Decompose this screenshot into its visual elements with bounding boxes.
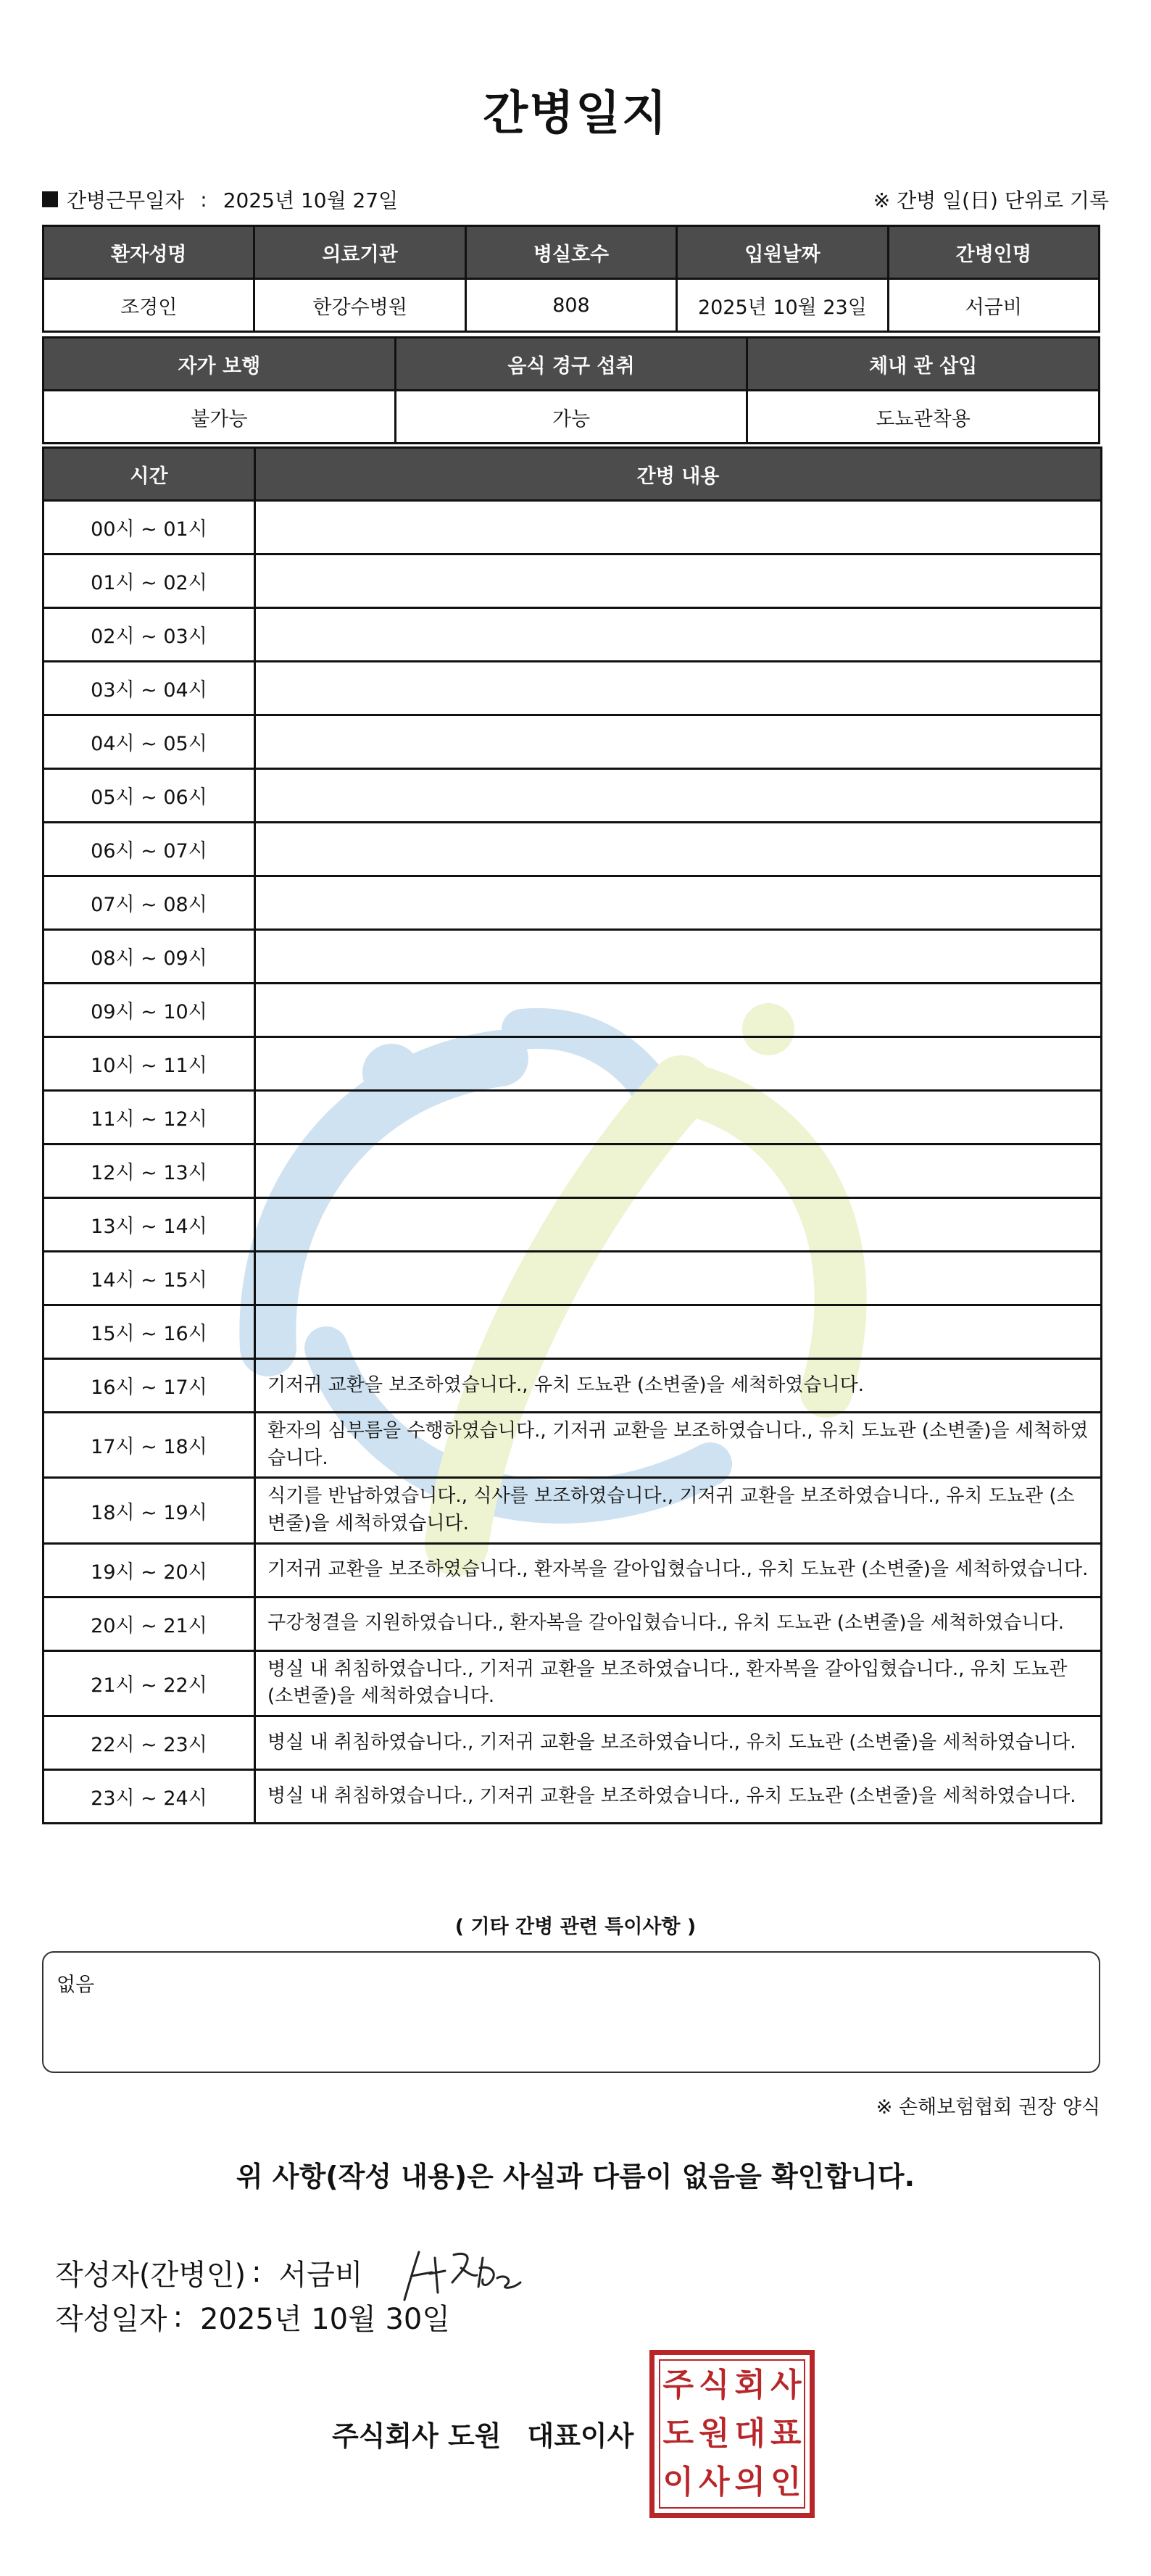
log-row [43, 1413, 1102, 1478]
log-time-cell: 19시 ~ 20시 [43, 1543, 255, 1597]
log-time-cell: 03시 ~ 04시 [43, 662, 255, 715]
seal-characters [659, 2359, 805, 2509]
log-time-cell: 23시 ~ 24시 [43, 1770, 255, 1824]
patient-name: 조경인 [43, 279, 254, 332]
log-time-cell: 06시 ~ 07시 [43, 823, 255, 876]
form-note: ※ 손해보험협회 권장 양식 [876, 2096, 1100, 2119]
log-header-row [43, 448, 1102, 501]
log-content-cell: 환자의 심부름을 수행하였습니다., 기저귀 교환을 보조하였습니다., 유치 도뇨관 (소변줄)을 세척하였습니다. [255, 1413, 1102, 1478]
log-time-cell: 01시 ~ 02시 [43, 554, 255, 608]
log-row [43, 823, 1102, 876]
seal-character: 대 [734, 2414, 765, 2452]
log-content-cell [255, 1037, 1102, 1091]
patient-info-table [42, 225, 1100, 333]
document-title: 간병일지 [483, 87, 668, 141]
header-room: 병실호수 [465, 226, 676, 279]
log-row [43, 1091, 1102, 1144]
care-log-table [42, 446, 1102, 1824]
log-content-cell [255, 823, 1102, 876]
patient-status-table [42, 336, 1100, 444]
log-content-cell: 병실 내 취침하였습니다., 기저귀 교환을 보조하였습니다., 환자복을 갈아입혔습니다., 유치 도뇨관 (소변줄)을 세척하였습니다. [255, 1650, 1102, 1716]
log-time-cell: 17시 ~ 18시 [43, 1413, 255, 1478]
log-content-cell [255, 501, 1102, 554]
work-date-label: 간병근무일자 [67, 188, 185, 212]
log-row [43, 876, 1102, 930]
log-content-cell [255, 876, 1102, 930]
status-header-row [43, 338, 1100, 391]
seal-character: 원 [698, 2414, 730, 2452]
seal-character: 사 [698, 2464, 730, 2501]
seal-character: 이 [662, 2464, 694, 2501]
log-time-cell: 13시 ~ 14시 [43, 1198, 255, 1252]
log-time-cell: 09시 ~ 10시 [43, 984, 255, 1037]
seal-character: 표 [770, 2414, 802, 2452]
log-row [43, 769, 1102, 823]
patient-header-row [43, 226, 1100, 279]
seal-character: 식 [698, 2366, 730, 2403]
header-patient-name: 환자성명 [43, 226, 254, 279]
colon-separator: : [200, 187, 207, 212]
log-content-cell [255, 662, 1102, 715]
log-content-cell [255, 554, 1102, 608]
log-row [43, 1650, 1102, 1716]
hospital-name: 한강수병원 [254, 279, 465, 332]
log-time-cell: 21시 ~ 22시 [43, 1650, 255, 1716]
unit-note: ※ 간병 일(日) 단위로 기록 [873, 188, 1109, 212]
header-oral-intake: 음식 경구 섭취 [395, 338, 747, 391]
header-hospital: 의료기관 [254, 226, 465, 279]
log-time-cell: 08시 ~ 09시 [43, 930, 255, 984]
log-time-cell: 02시 ~ 03시 [43, 608, 255, 662]
log-time-cell: 20시 ~ 21시 [43, 1597, 255, 1650]
square-bullet-icon [42, 191, 58, 207]
confirmation-statement: 위 사항(작성 내용)은 사실과 다름이 없음을 확인합니다. [236, 2161, 915, 2193]
log-content-cell [255, 715, 1102, 769]
log-content-cell: 식기를 반납하였습니다., 식사를 보조하였습니다., 기저귀 교환을 보조하였습니다., 유치 도뇨관 (소변줄)을 세척하였습니다. [255, 1478, 1102, 1543]
log-content-cell: 병실 내 취침하였습니다., 기저귀 교환을 보조하였습니다., 유치 도뇨관 (소변줄)을 세척하였습니다. [255, 1716, 1102, 1770]
company-row [332, 2414, 633, 2454]
log-content-cell [255, 930, 1102, 984]
company-name: 주식회사 도원 [332, 2420, 502, 2452]
log-row [43, 1198, 1102, 1252]
log-row [43, 501, 1102, 554]
log-row [43, 662, 1102, 715]
log-row [43, 984, 1102, 1037]
work-date [42, 185, 398, 214]
log-content-cell [255, 769, 1102, 823]
log-row [43, 715, 1102, 769]
seal-character: 의 [734, 2464, 765, 2501]
oral-intake-status: 가능 [395, 391, 747, 444]
log-time-cell: 05시 ~ 06시 [43, 769, 255, 823]
log-time-cell: 10시 ~ 11시 [43, 1037, 255, 1091]
log-row [43, 1716, 1102, 1770]
log-content-cell: 기저귀 교환을 보조하였습니다., 환자복을 갈아입혔습니다., 유치 도뇨관 (소변줄)을 세척하였습니다. [255, 1543, 1102, 1597]
log-time-cell: 04시 ~ 05시 [43, 715, 255, 769]
header-time: 시간 [43, 448, 255, 501]
walking-status: 불가능 [43, 391, 396, 444]
tube-status: 도뇨관착용 [747, 391, 1100, 444]
writer-label: 작성자(간병인) [55, 2258, 246, 2292]
colon-separator: : [252, 2256, 262, 2289]
log-content-cell [255, 1305, 1102, 1359]
log-time-cell: 12시 ~ 13시 [43, 1144, 255, 1198]
log-time-cell: 14시 ~ 15시 [43, 1252, 255, 1305]
caregiver-name: 서금비 [888, 279, 1099, 332]
header-care-content: 간병 내용 [255, 448, 1102, 501]
log-row [43, 1144, 1102, 1198]
written-date-row [55, 2296, 450, 2338]
header-tube: 체내 관 삽입 [747, 338, 1100, 391]
meta-row [42, 185, 1109, 214]
written-date-value: 2025년 10월 30일 [200, 2303, 450, 2336]
log-content-cell [255, 1091, 1102, 1144]
log-row [43, 1478, 1102, 1543]
colon-separator: : [173, 2300, 183, 2334]
log-row [43, 1252, 1102, 1305]
header-walking: 자가 보행 [43, 338, 396, 391]
log-body [43, 501, 1102, 1824]
log-row [43, 1037, 1102, 1091]
writer-name: 서금비 [278, 2258, 363, 2292]
written-date-label: 작성일자 [55, 2303, 167, 2336]
log-time-cell: 16시 ~ 17시 [43, 1359, 255, 1413]
log-content-cell [255, 608, 1102, 662]
log-content-cell: 병실 내 취침하였습니다., 기저귀 교환을 보조하였습니다., 유치 도뇨관 (소변줄)을 세척하였습니다. [255, 1770, 1102, 1824]
company-seal-stamp [649, 2350, 815, 2518]
header-admission-date: 입원날짜 [677, 226, 888, 279]
log-content-cell [255, 1198, 1102, 1252]
special-notes-box: 없음 [42, 1951, 1100, 2073]
header-caregiver: 간병인명 [888, 226, 1099, 279]
log-content-cell [255, 1252, 1102, 1305]
log-row [43, 1359, 1102, 1413]
log-row [43, 1770, 1102, 1824]
log-content-cell: 기저귀 교환을 보조하였습니다., 유치 도뇨관 (소변줄)을 세척하였습니다. [255, 1359, 1102, 1413]
log-time-cell: 00시 ~ 01시 [43, 501, 255, 554]
room-number: 808 [465, 279, 676, 332]
special-notes-title: ( 기타 간병 관련 특이사항 ) [454, 1916, 697, 1938]
log-time-cell: 22시 ~ 23시 [43, 1716, 255, 1770]
log-row [43, 1543, 1102, 1597]
seal-character: 주 [662, 2366, 694, 2403]
log-content-cell [255, 1144, 1102, 1198]
log-content-cell: 구강청결을 지원하였습니다., 환자복을 갈아입혔습니다., 유치 도뇨관 (소변줄)을 세척하였습니다. [255, 1597, 1102, 1650]
patient-value-row [43, 279, 1100, 332]
log-time-cell: 11시 ~ 12시 [43, 1091, 255, 1144]
admission-date: 2025년 10월 23일 [677, 279, 888, 332]
log-row [43, 1305, 1102, 1359]
status-value-row [43, 391, 1100, 444]
log-row [43, 930, 1102, 984]
company-role: 대표이사 [527, 2420, 634, 2452]
log-time-cell: 15시 ~ 16시 [43, 1305, 255, 1359]
log-time-cell: 07시 ~ 08시 [43, 876, 255, 930]
log-row [43, 608, 1102, 662]
log-content-cell [255, 984, 1102, 1037]
seal-character: 도 [662, 2414, 694, 2452]
seal-character: 사 [770, 2366, 802, 2403]
seal-character: 인 [770, 2464, 802, 2501]
log-row [43, 1597, 1102, 1650]
work-date-value: 2025년 10월 27일 [223, 188, 399, 212]
seal-character: 회 [734, 2366, 765, 2403]
log-time-cell: 18시 ~ 19시 [43, 1478, 255, 1543]
log-row [43, 554, 1102, 608]
